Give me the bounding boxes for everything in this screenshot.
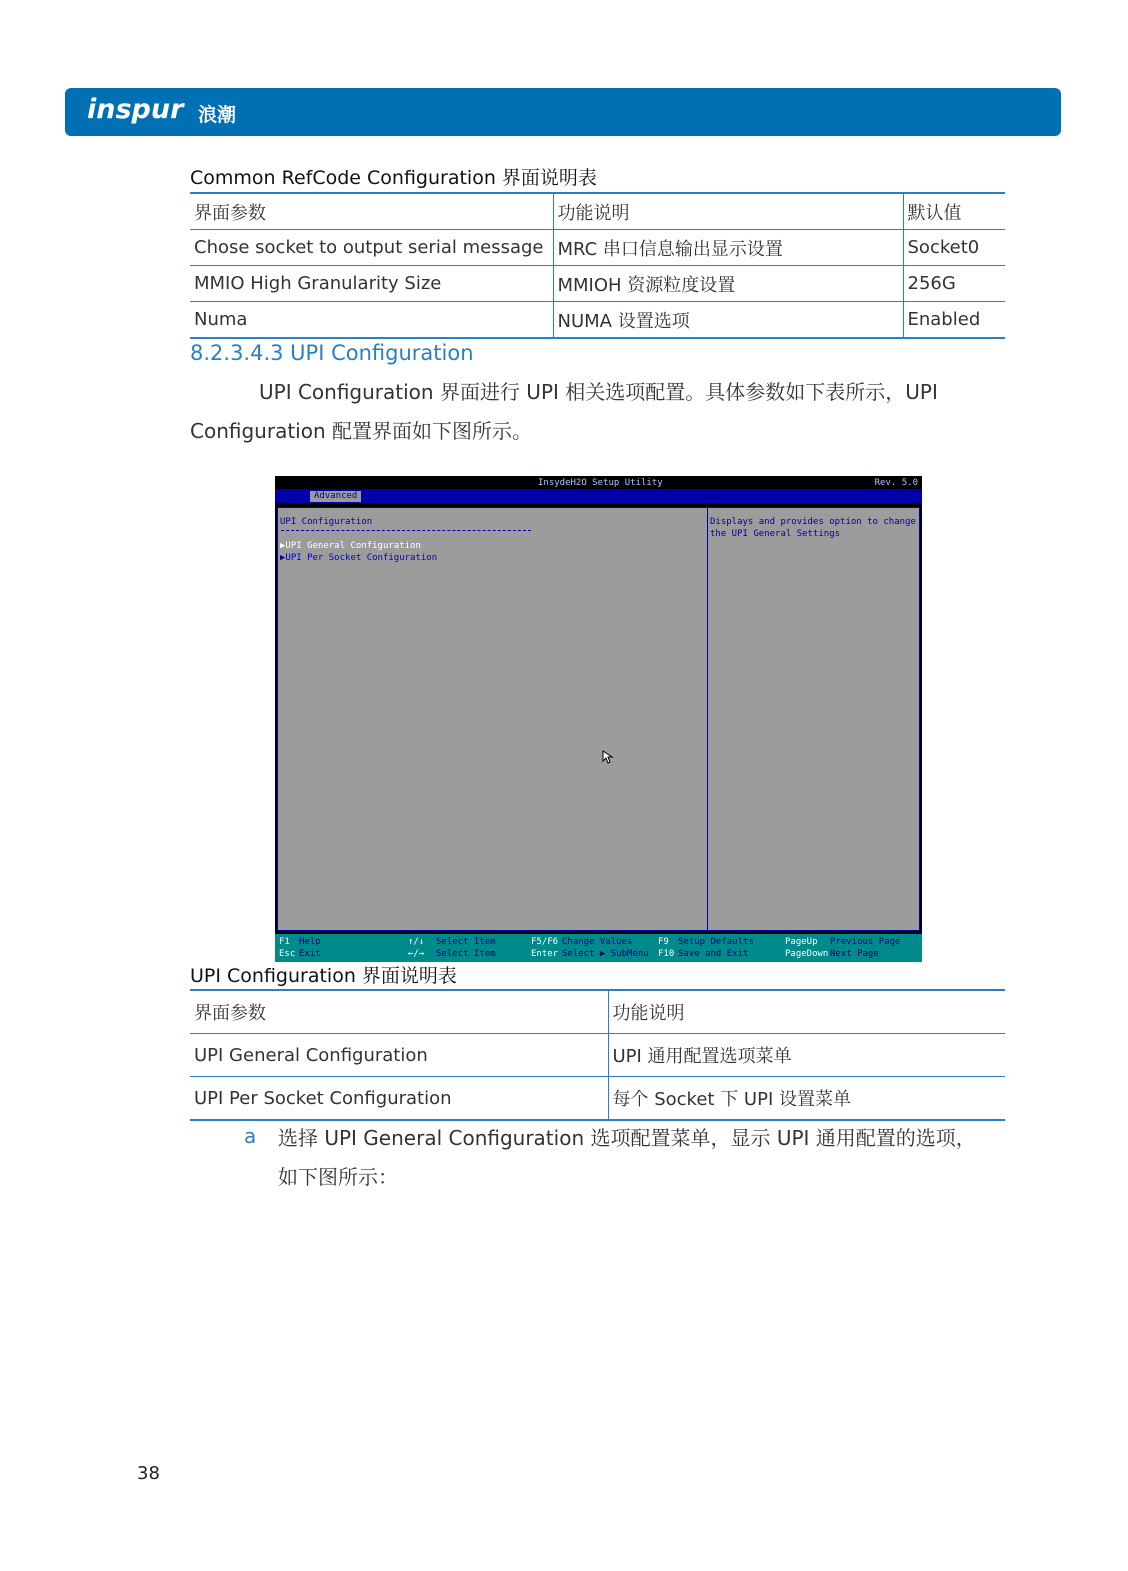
table-cell: Socket0: [903, 230, 1005, 266]
help-text-line-1: Displays and provides option to change: [710, 517, 916, 527]
table-cell: MMIOH 资源粒度设置: [553, 266, 903, 302]
table-header-row: [190, 990, 1005, 1034]
section-heading: 8.2.3.4.3 UPI Configuration: [190, 341, 474, 365]
table-row: [190, 266, 1005, 302]
table-header-cell: 默认值: [903, 193, 1005, 230]
table-header-cell: 界面参数: [190, 193, 553, 230]
f1-desc: Help: [299, 937, 321, 947]
table-cell: MMIO High Granularity Size: [190, 266, 553, 302]
inspur-logo: inspur: [87, 94, 184, 125]
table-header-cell: 功能说明: [553, 193, 903, 230]
updown-key[interactable]: ↑/↓: [408, 937, 425, 947]
enter-desc: Select ▶ SubMenu: [562, 949, 649, 959]
table-cell: NUMA 设置选项: [553, 302, 903, 339]
esc-key[interactable]: Esc: [279, 949, 296, 959]
mouse-cursor-icon: [602, 750, 614, 764]
list-item-line-1: 选择 UPI General Configuration 选项配置菜单，显示 UPI 通用配置的选项，: [278, 1126, 976, 1150]
table1-caption: Common RefCode Configuration 界面说明表: [190, 167, 597, 189]
bios-title: InsydeH2O Setup Utility: [538, 478, 663, 488]
table-header-cell: 功能说明: [608, 990, 1005, 1034]
bios-divider: [281, 530, 531, 531]
list-item: [278, 1119, 1008, 1197]
table-cell: Chose socket to output serial message: [190, 230, 553, 266]
refcode-table: [190, 192, 1005, 339]
pageup-key[interactable]: PageUp: [785, 937, 818, 947]
menu-item-upi-per-socket[interactable]: ▶UPI Per Socket Configuration: [280, 553, 438, 563]
menu-item-upi-general[interactable]: ▶UPI General Configuration: [280, 541, 421, 551]
table-row: [190, 1077, 1005, 1121]
f5f6-key[interactable]: F5/F6: [531, 937, 559, 947]
table-cell: 每个 Socket 下 UPI 设置菜单: [608, 1077, 1005, 1121]
list-item-line-2: 如下图所示：: [278, 1165, 398, 1189]
tab-advanced[interactable]: Advanced: [310, 491, 361, 502]
table-row: [190, 302, 1005, 339]
table-cell: MRC 串口信息输出显示设置: [553, 230, 903, 266]
bios-panel-title: UPI Configuration: [280, 517, 373, 527]
f10-desc: Save and Exit: [678, 949, 749, 959]
upi-table: [190, 989, 1005, 1121]
enter-key[interactable]: Enter: [531, 949, 559, 959]
esc-desc: Exit: [299, 949, 321, 959]
pagedown-key[interactable]: PageDown: [785, 949, 829, 959]
bios-screenshot: [275, 476, 922, 962]
bios-help-panel: [707, 507, 920, 931]
table-header-row: [190, 193, 1005, 230]
f9-key[interactable]: F9: [658, 937, 669, 947]
paragraph-line-1: UPI Configuration 界面进行 UPI 相关选项配置。具体参数如下表所示，UPI: [259, 380, 938, 404]
bios-titlebar: [275, 476, 922, 489]
updown-desc: Select Item: [436, 937, 496, 947]
table-row: [190, 1034, 1005, 1077]
list-marker: a: [244, 1124, 257, 1148]
section-paragraph: [190, 373, 1005, 451]
table-cell: UPI General Configuration: [190, 1034, 608, 1077]
f9-desc: Setup Defaults: [678, 937, 754, 947]
help-text-line-2: the UPI General Settings: [710, 529, 841, 539]
bios-tab-bar: [275, 489, 922, 503]
bios-footer: [275, 934, 922, 962]
table-cell: UPI 通用配置选项菜单: [608, 1034, 1005, 1077]
f1-key[interactable]: F1: [279, 937, 290, 947]
table-cell: Numa: [190, 302, 553, 339]
leftright-desc: Select Item: [436, 949, 496, 959]
table-header-cell: 界面参数: [190, 990, 608, 1034]
inspur-logo-cn: 浪潮: [198, 104, 237, 126]
table-row: [190, 230, 1005, 266]
leftright-key[interactable]: ←/→: [408, 949, 425, 959]
paragraph-line-2: Configuration 配置界面如下图所示。: [190, 419, 532, 443]
table-cell: 256G: [903, 266, 1005, 302]
pagedown-desc: Next Page: [830, 949, 879, 959]
pageup-desc: Previous Page: [830, 937, 901, 947]
table2-caption: UPI Configuration 界面说明表: [190, 965, 457, 987]
f5f6-desc: Change Values: [562, 937, 633, 947]
table-cell: Enabled: [903, 302, 1005, 339]
page-number: 38: [137, 1463, 160, 1484]
bios-revision: Rev. 5.0: [874, 478, 918, 488]
f10-key[interactable]: F10: [658, 949, 675, 959]
header-bar: [65, 88, 1061, 136]
bios-main-panel: [277, 507, 708, 931]
table-cell: UPI Per Socket Configuration: [190, 1077, 608, 1121]
